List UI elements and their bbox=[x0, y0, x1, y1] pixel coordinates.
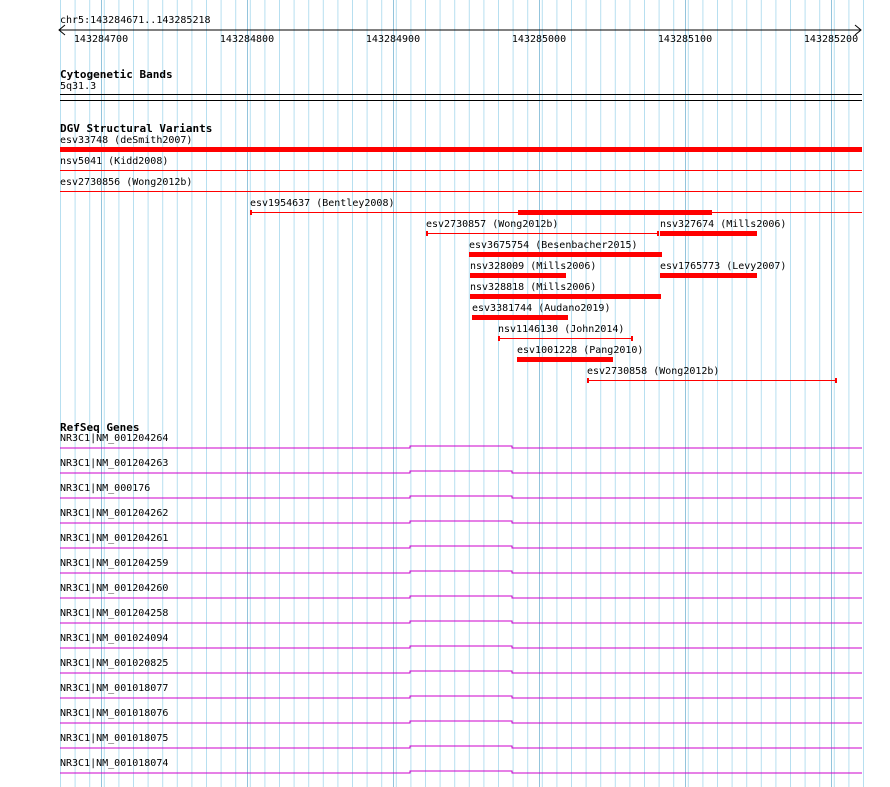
variant-bar[interactable] bbox=[660, 273, 757, 278]
variant-endcap bbox=[587, 378, 589, 383]
variant-label[interactable]: esv2730856 (Wong2012b) bbox=[60, 177, 193, 188]
dgv-track-title: DGV Structural Variants bbox=[60, 122, 213, 135]
gene-label[interactable]: NR3C1|NM_001204260 bbox=[60, 583, 169, 594]
gene-label[interactable]: NR3C1|NM_001204261 bbox=[60, 533, 169, 544]
variant-bar[interactable] bbox=[472, 315, 568, 320]
variant-label[interactable]: nsv1146130 (John2014) bbox=[498, 324, 625, 335]
gene-transcript[interactable] bbox=[0, 695, 890, 701]
variant-line[interactable] bbox=[427, 233, 658, 234]
gene-transcript[interactable] bbox=[0, 570, 890, 576]
variant-label[interactable]: esv3675754 (Besenbacher2015) bbox=[469, 240, 638, 251]
gene-transcript[interactable] bbox=[0, 645, 890, 651]
cytoband-label: 5q31.3 bbox=[60, 81, 97, 92]
cytoband-track-title: Cytogenetic Bands bbox=[60, 68, 173, 81]
gene-label[interactable]: NR3C1|NM_001204258 bbox=[60, 608, 169, 619]
gene-label[interactable]: NR3C1|NM_001020825 bbox=[60, 658, 169, 669]
variant-line[interactable] bbox=[588, 380, 837, 381]
variant-bar[interactable] bbox=[518, 210, 712, 215]
variant-endcap bbox=[498, 336, 500, 341]
ruler-axis bbox=[55, 24, 870, 38]
gene-transcript[interactable] bbox=[0, 620, 890, 626]
gene-transcript[interactable] bbox=[0, 520, 890, 526]
track-divider bbox=[60, 100, 862, 101]
gene-transcript[interactable] bbox=[0, 745, 890, 751]
variant-bar[interactable] bbox=[469, 252, 662, 257]
variant-endcap bbox=[631, 336, 633, 341]
variant-label[interactable]: nsv328818 (Mills2006) bbox=[470, 282, 597, 293]
variant-label[interactable]: esv2730857 (Wong2012b) bbox=[426, 219, 559, 230]
gene-transcript[interactable] bbox=[0, 470, 890, 476]
variant-label[interactable]: esv33748 (deSmith2007) bbox=[60, 135, 193, 146]
variant-bar[interactable] bbox=[470, 273, 566, 278]
ruler-locus: chr5:143284671..143285218 bbox=[60, 15, 211, 26]
gene-label[interactable]: NR3C1|NM_001204262 bbox=[60, 508, 169, 519]
variant-bar[interactable] bbox=[660, 231, 757, 236]
variant-label[interactable]: esv1954637 (Bentley2008) bbox=[250, 198, 395, 209]
variant-bar[interactable] bbox=[517, 357, 613, 362]
variant-label[interactable]: nsv5041 (Kidd2008) bbox=[60, 156, 169, 167]
variant-endcap bbox=[835, 378, 837, 383]
gene-label[interactable]: NR3C1|NM_001204264 bbox=[60, 433, 169, 444]
refseq-track-title: RefSeq Genes bbox=[60, 421, 140, 434]
variant-label[interactable]: esv2730858 (Wong2012b) bbox=[587, 366, 720, 377]
variant-bar[interactable] bbox=[60, 147, 862, 152]
ruler-tick: 143285200 bbox=[803, 34, 859, 45]
gene-transcript[interactable] bbox=[0, 495, 890, 501]
ruler-tick: 143284800 bbox=[219, 34, 275, 45]
ruler-tick: 143285000 bbox=[511, 34, 567, 45]
gene-label[interactable]: NR3C1|NM_001018076 bbox=[60, 708, 169, 719]
gene-label[interactable]: NR3C1|NM_001018074 bbox=[60, 758, 169, 769]
variant-endcap bbox=[657, 231, 659, 236]
variant-line[interactable] bbox=[60, 191, 862, 192]
gene-label[interactable]: NR3C1|NM_001204263 bbox=[60, 458, 169, 469]
gene-label[interactable]: NR3C1|NM_001024094 bbox=[60, 633, 169, 644]
variant-label[interactable]: nsv327674 (Mills2006) bbox=[660, 219, 787, 230]
gene-label[interactable]: NR3C1|NM_001204259 bbox=[60, 558, 169, 569]
ruler-tick: 143285100 bbox=[657, 34, 713, 45]
variant-line[interactable] bbox=[499, 338, 633, 339]
variant-label[interactable]: esv1765773 (Levy2007) bbox=[660, 261, 787, 272]
cytoband-line bbox=[60, 94, 862, 95]
variant-endcap bbox=[250, 210, 252, 215]
gene-label[interactable]: NR3C1|NM_000176 bbox=[60, 483, 151, 494]
gene-transcript[interactable] bbox=[0, 770, 890, 776]
variant-line[interactable] bbox=[60, 170, 862, 171]
gene-transcript[interactable] bbox=[0, 595, 890, 601]
variant-bar[interactable] bbox=[470, 294, 661, 299]
gene-label[interactable]: NR3C1|NM_001018075 bbox=[60, 733, 169, 744]
gene-transcript[interactable] bbox=[0, 445, 890, 451]
variant-endcap bbox=[426, 231, 428, 236]
gene-transcript[interactable] bbox=[0, 670, 890, 676]
gene-transcript[interactable] bbox=[0, 720, 890, 726]
gene-transcript[interactable] bbox=[0, 545, 890, 551]
ruler-tick: 143284900 bbox=[365, 34, 421, 45]
variant-label[interactable]: esv1001228 (Pang2010) bbox=[517, 345, 644, 356]
variant-label[interactable]: esv3381744 (Audano2019) bbox=[472, 303, 611, 314]
variant-label[interactable]: nsv328009 (Mills2006) bbox=[470, 261, 597, 272]
gene-label[interactable]: NR3C1|NM_001018077 bbox=[60, 683, 169, 694]
ruler-tick: 143284700 bbox=[73, 34, 129, 45]
